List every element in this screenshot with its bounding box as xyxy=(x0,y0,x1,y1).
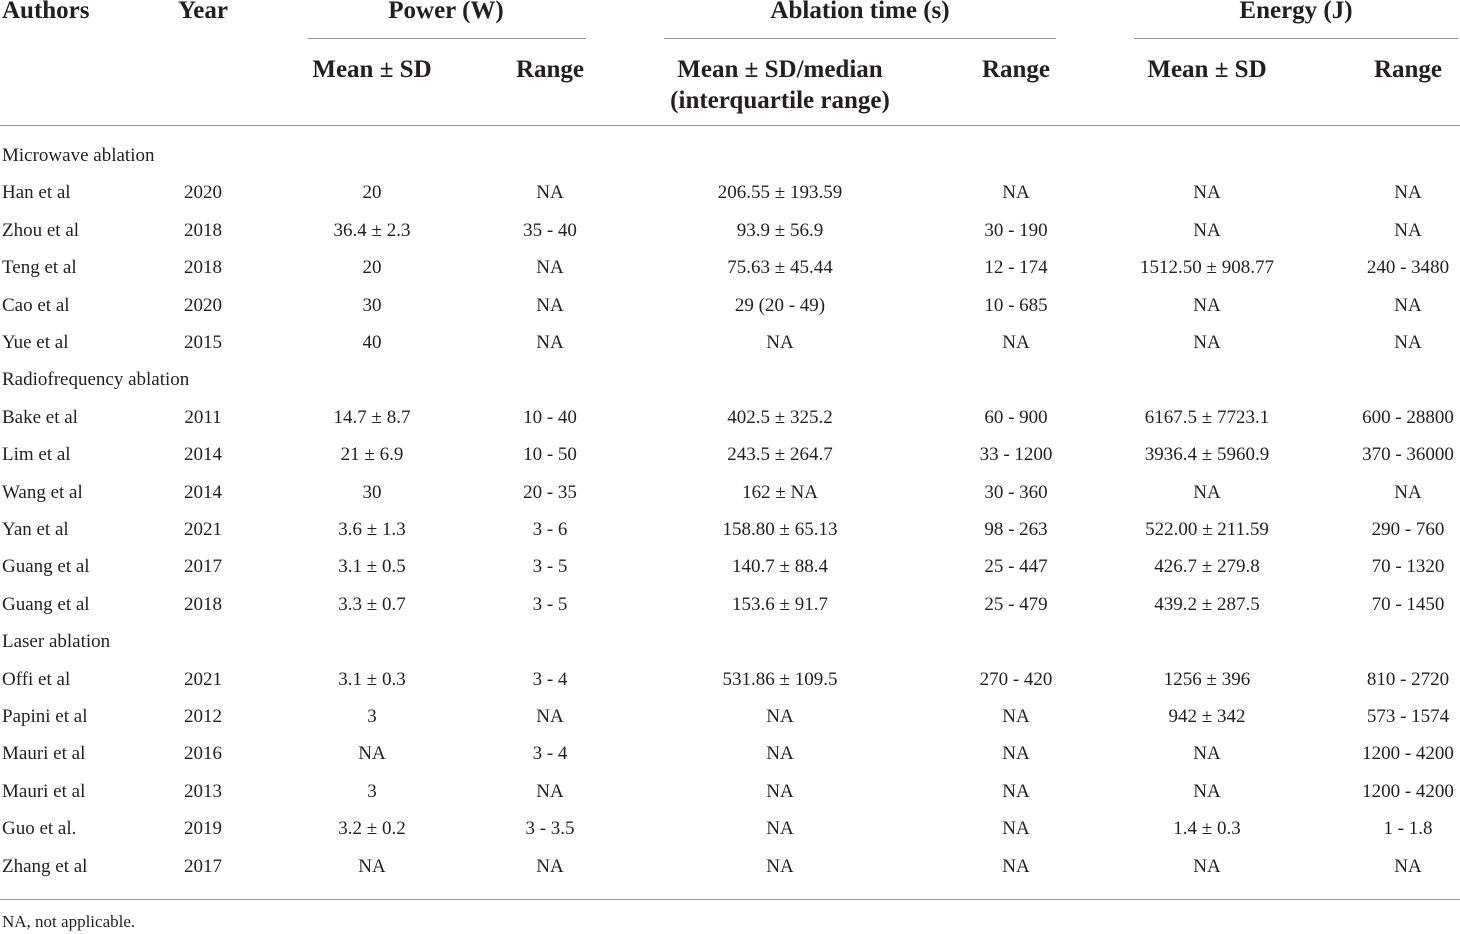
ablation-time-range-header: Range xyxy=(981,56,1051,83)
cell-energy-range: 370 - 36000 xyxy=(1362,444,1454,466)
cell-time-mean: 402.5 ± 325.2 xyxy=(727,406,833,428)
cell-year: 2021 xyxy=(184,668,222,690)
cell-time-mean: NA xyxy=(766,780,794,802)
cell-energy-mean: NA xyxy=(1193,481,1221,503)
cell-author: Han et al xyxy=(2,182,71,204)
cell-year: 2013 xyxy=(184,780,222,802)
cell-author: Teng et al xyxy=(2,257,77,279)
cell-power-range: 3 - 5 xyxy=(532,556,568,578)
cell-time-mean: 93.9 ± 56.9 xyxy=(736,219,824,241)
cell-time-mean: 243.5 ± 264.7 xyxy=(727,444,833,466)
cell-time-mean: NA xyxy=(766,743,794,765)
cell-power-mean: 30 xyxy=(362,481,382,503)
cell-energy-mean: 426.7 ± 279.8 xyxy=(1154,556,1260,578)
cell-energy-range: NA xyxy=(1394,182,1422,204)
cell-time-range: 30 - 360 xyxy=(984,481,1048,503)
cell-energy-mean: NA xyxy=(1193,332,1221,353)
cell-energy-range: 573 - 1574 xyxy=(1366,706,1450,727)
section-heading: Laser ablation xyxy=(2,631,111,653)
cell-time-mean: 531.86 ± 109.5 xyxy=(722,668,838,690)
year-header: Year xyxy=(178,0,228,24)
cell-author: Guang et al xyxy=(2,556,90,578)
cell-power-range: 20 - 35 xyxy=(523,481,577,503)
cell-power-range: 3 - 4 xyxy=(532,668,568,690)
cell-year: 2020 xyxy=(184,294,222,316)
cell-power-range: 10 - 40 xyxy=(523,406,577,428)
cell-year: 2018 xyxy=(184,593,222,615)
cell-power-mean: 40 xyxy=(362,332,382,353)
cell-time-range: 60 - 900 xyxy=(984,406,1048,428)
cell-author: Cao et al xyxy=(2,294,70,316)
cell-time-range: 10 - 685 xyxy=(984,294,1048,316)
cell-energy-mean: 1512.50 ± 908.77 xyxy=(1140,257,1274,279)
energy-group-header: Energy (J) xyxy=(1239,0,1353,24)
cell-time-range: 30 - 190 xyxy=(984,219,1048,241)
cell-power-mean: 3 xyxy=(367,780,377,802)
cell-energy-mean: 3936.4 ± 5960.9 xyxy=(1144,444,1270,466)
cell-power-mean: 3.6 ± 1.3 xyxy=(338,519,406,540)
cell-year: 2020 xyxy=(184,182,222,204)
cell-power-mean: 3.3 ± 0.7 xyxy=(338,593,406,615)
cell-energy-range: NA xyxy=(1394,332,1422,353)
cell-year: 2018 xyxy=(184,257,222,279)
cell-power-mean: NA xyxy=(358,855,386,877)
cell-power-range: NA xyxy=(536,332,564,353)
table-footnote: NA, not applicable. xyxy=(2,912,136,931)
cell-year: 2015 xyxy=(184,332,222,353)
cell-author: Yan et al xyxy=(2,519,69,540)
cell-power-range: NA xyxy=(536,182,564,204)
cell-author: Offi et al xyxy=(2,668,71,690)
energy-range-header: Range xyxy=(1373,56,1443,83)
cell-time-mean: 206.55 ± 193.59 xyxy=(717,182,843,204)
cell-time-range: 270 - 420 xyxy=(979,668,1053,690)
cell-power-mean: 30 xyxy=(362,294,382,316)
cell-energy-mean: 439.2 ± 287.5 xyxy=(1154,593,1260,615)
cell-year: 2016 xyxy=(184,743,222,765)
cell-time-mean: 162 ± NA xyxy=(742,481,818,503)
cell-power-range: 10 - 50 xyxy=(523,444,577,466)
cell-energy-mean: 1.4 ± 0.3 xyxy=(1173,818,1241,840)
cell-author: Zhou et al xyxy=(2,219,80,241)
cell-energy-range: 810 - 2720 xyxy=(1366,668,1450,690)
cell-time-range: 98 - 263 xyxy=(984,519,1048,540)
cell-energy-range: NA xyxy=(1394,481,1422,503)
cell-power-mean: 20 xyxy=(362,257,382,279)
cell-power-range: 35 - 40 xyxy=(523,219,577,241)
cell-energy-range: NA xyxy=(1394,294,1422,316)
power-mean-header: Mean ± SD xyxy=(312,56,432,83)
cell-power-mean: NA xyxy=(358,743,386,765)
cell-power-range: NA xyxy=(536,706,564,727)
cell-author: Lim et al xyxy=(2,444,71,466)
cell-power-range: 3 - 6 xyxy=(532,519,568,540)
cell-energy-mean: 942 ± 342 xyxy=(1168,706,1246,727)
cell-time-mean: 153.6 ± 91.7 xyxy=(732,593,828,615)
cell-energy-range: 290 - 760 xyxy=(1371,519,1445,540)
cell-time-mean: 158.80 ± 65.13 xyxy=(722,519,838,540)
cell-energy-mean: 522.00 ± 211.59 xyxy=(1145,519,1269,540)
cell-time-mean: NA xyxy=(766,818,794,840)
cell-energy-mean: NA xyxy=(1193,743,1221,765)
cell-energy-range: 600 - 28800 xyxy=(1362,406,1454,428)
cell-time-mean: 75.63 ± 45.44 xyxy=(727,257,833,279)
cell-author: Mauri et al xyxy=(2,780,86,802)
cell-power-range: NA xyxy=(536,294,564,316)
energy-mean-header: Mean ± SD xyxy=(1147,56,1267,83)
cell-year: 2014 xyxy=(184,444,222,466)
cell-year: 2017 xyxy=(184,556,222,578)
cell-energy-range: 70 - 1320 xyxy=(1371,556,1445,578)
cell-year: 2019 xyxy=(184,818,222,840)
cell-time-range: NA xyxy=(1002,743,1030,765)
cell-power-mean: 3.1 ± 0.5 xyxy=(338,556,406,578)
cell-power-range: 3 - 4 xyxy=(532,743,568,765)
cell-year: 2017 xyxy=(184,855,222,877)
cell-time-mean: NA xyxy=(766,332,794,353)
cell-power-mean: 21 ± 6.9 xyxy=(340,444,404,466)
cell-time-range: NA xyxy=(1002,182,1030,204)
cell-energy-mean: NA xyxy=(1193,855,1221,877)
ablation-time-mean-header-line1: Mean ± SD/median xyxy=(677,56,883,83)
ablation-time-mean-header-line2: (interquartile range) xyxy=(670,87,890,114)
cell-energy-mean: NA xyxy=(1193,294,1221,316)
cell-power-range: NA xyxy=(536,780,564,802)
cell-power-mean: 3.2 ± 0.2 xyxy=(338,818,406,840)
section-heading: Radiofrequency ablation xyxy=(2,369,190,391)
cell-power-mean: 14.7 ± 8.7 xyxy=(333,406,411,428)
cell-year: 2011 xyxy=(184,406,222,428)
cell-energy-mean: 1256 ± 396 xyxy=(1163,668,1251,690)
cell-time-range: 12 - 174 xyxy=(984,257,1048,279)
cell-power-mean: 36.4 ± 2.3 xyxy=(333,219,411,241)
ablation-time-group-header: Ablation time (s) xyxy=(770,0,950,24)
cell-author: Papini et al xyxy=(2,706,88,727)
cell-time-range: 25 - 479 xyxy=(984,593,1048,615)
cell-year: 2014 xyxy=(184,481,222,503)
cell-power-range: NA xyxy=(536,257,564,279)
cell-time-range: 25 - 447 xyxy=(984,556,1048,578)
cell-energy-range: 1 - 1.8 xyxy=(1383,818,1433,840)
power-group-header: Power (W) xyxy=(388,0,504,24)
cell-energy-range: 1200 - 4200 xyxy=(1362,743,1454,765)
cell-time-range: NA xyxy=(1002,855,1030,877)
cell-author: Guo et al. xyxy=(2,818,77,840)
cell-time-range: NA xyxy=(1002,780,1030,802)
cell-energy-mean: 6167.5 ± 7723.1 xyxy=(1144,406,1270,428)
cell-time-range: NA xyxy=(1002,706,1030,727)
cell-power-range: 3 - 5 xyxy=(532,593,568,615)
cell-year: 2012 xyxy=(184,706,222,727)
cell-time-mean: NA xyxy=(766,706,794,727)
cell-power-range: NA xyxy=(536,855,564,877)
cell-power-range: 3 - 3.5 xyxy=(525,818,575,840)
cell-time-mean: 29 (20 - 49) xyxy=(734,294,826,316)
cell-time-range: NA xyxy=(1002,818,1030,840)
cell-time-mean: NA xyxy=(766,855,794,877)
cell-energy-range: NA xyxy=(1394,219,1422,241)
cell-energy-range: 1200 - 4200 xyxy=(1362,780,1454,802)
cell-year: 2021 xyxy=(184,519,222,540)
cell-author: Yue et al xyxy=(2,332,69,353)
cell-author: Zhang et al xyxy=(2,855,88,877)
cell-author: Mauri et al xyxy=(2,743,86,765)
cell-power-mean: 3.1 ± 0.3 xyxy=(338,668,406,690)
cell-time-mean: 140.7 ± 88.4 xyxy=(732,556,828,578)
cell-power-mean: 20 xyxy=(362,182,382,204)
cell-time-range: 33 - 1200 xyxy=(979,444,1053,466)
cell-energy-mean: NA xyxy=(1193,780,1221,802)
cell-author: Guang et al xyxy=(2,593,90,615)
cell-power-mean: 3 xyxy=(367,706,377,727)
cell-energy-mean: NA xyxy=(1193,219,1221,241)
cell-author: Bake et al xyxy=(2,406,78,428)
cell-time-range: NA xyxy=(1002,332,1030,353)
cell-energy-mean: NA xyxy=(1193,182,1221,204)
power-range-header: Range xyxy=(515,56,585,83)
section-heading: Microwave ablation xyxy=(2,145,155,166)
cell-energy-range: NA xyxy=(1394,855,1422,877)
cell-energy-range: 240 - 3480 xyxy=(1366,257,1450,279)
authors-header: Authors xyxy=(2,0,90,24)
cell-author: Wang et al xyxy=(2,481,83,503)
cell-energy-range: 70 - 1450 xyxy=(1371,593,1445,615)
cell-year: 2018 xyxy=(184,219,222,241)
